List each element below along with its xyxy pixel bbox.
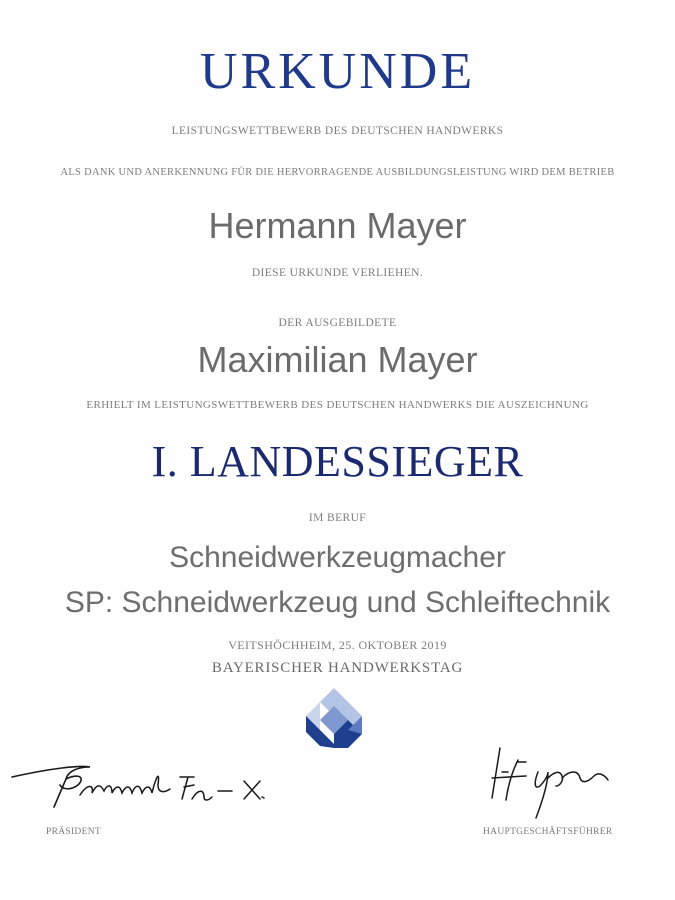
- profession-label: IM BERUF: [308, 512, 367, 524]
- handwerk-logo-icon: [304, 686, 364, 748]
- trainee-name: Maximilian Mayer: [197, 339, 478, 380]
- profession-name: Schneidwerkzeugmacher: [169, 541, 506, 574]
- certificate-title: URKUNDE: [199, 43, 476, 100]
- managing-director-title: HAUPTGESCHÄFTSFÜHRER: [483, 827, 613, 837]
- specialization: SP: Schneidwerkzeug und Schleiftechnik: [64, 586, 611, 619]
- place-date: VEITSHÖCHHEIM, 25. OKTOBER 2019: [228, 638, 447, 652]
- president-signature: [8, 755, 278, 815]
- president-title: PRÄSIDENT: [46, 827, 101, 837]
- conferred-text: DIESE URKUNDE VERLIEHEN.: [251, 267, 424, 279]
- event-name: BAYERISCHER HANDWERKSTAG: [211, 660, 464, 676]
- trainee-label: DER AUSGEBILDETE: [278, 317, 397, 329]
- managing-director-signature: [478, 742, 618, 820]
- award-intro: ERHIELT IM LEISTUNGSWETTBEWERB DES DEUTSCHEN HANDWERKS DIE AUSZEICHNUNG: [86, 399, 589, 411]
- intro-text: ALS DANK UND ANERKENNUNG FÜR DIE HERVORRAGENDE AUSBILDUNGSLEISTUNG WIRD DEM BETRIEB: [60, 167, 615, 178]
- award-title: I. LANDESSIEGER: [151, 437, 524, 486]
- competition-subtitle: LEISTUNGSWETTBEWERB DES DEUTSCHEN HANDWERKS: [171, 125, 504, 137]
- company-name: Hermann Mayer: [208, 205, 467, 246]
